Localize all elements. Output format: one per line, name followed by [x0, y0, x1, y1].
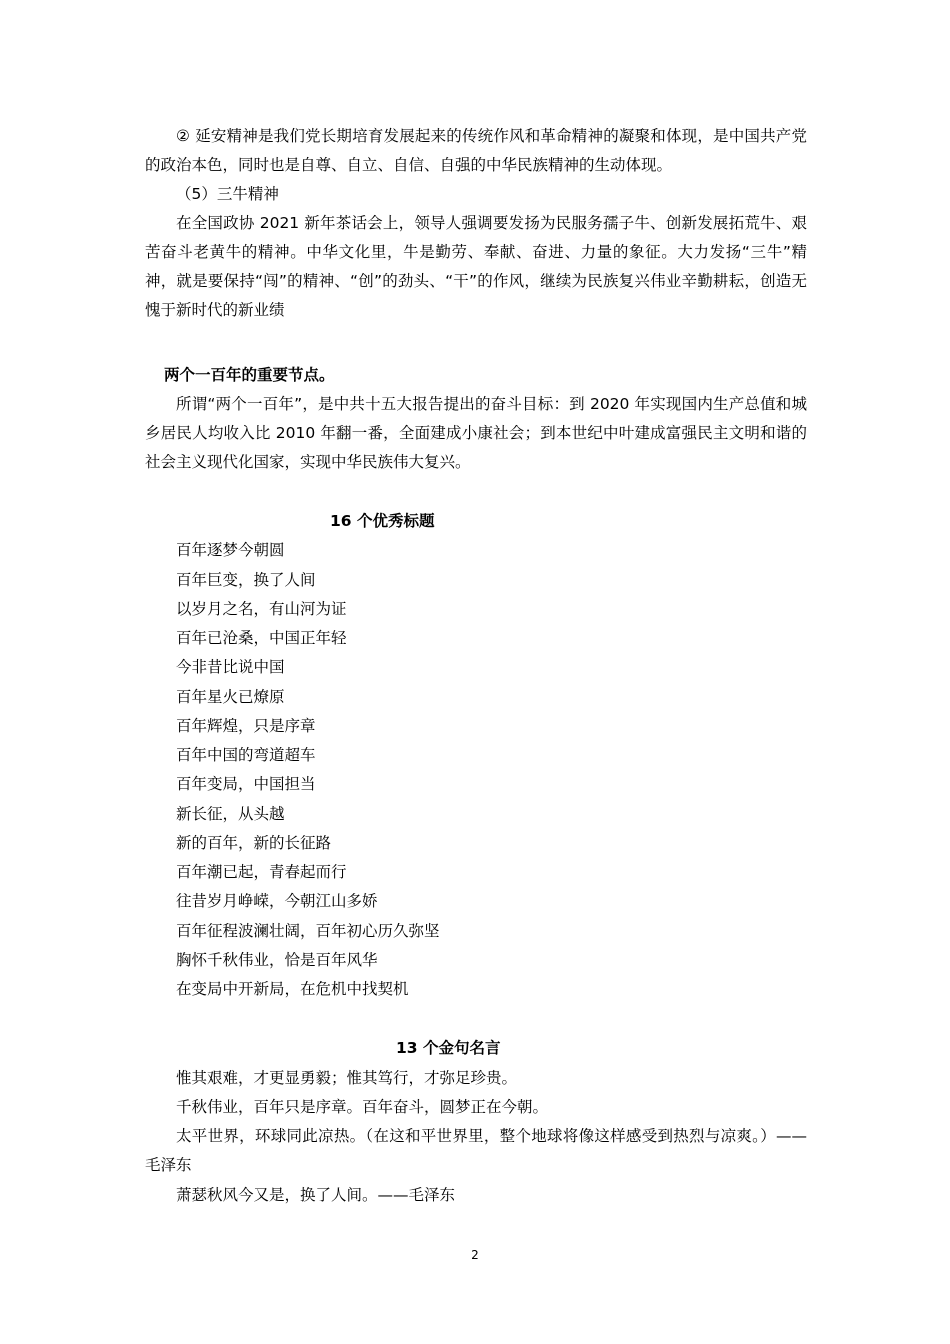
list-item: 百年征程波澜壮阔，百年初心历久弥坚	[176, 922, 440, 940]
paragraph-two-centuries: 所谓“两个一百年”，是中共十五大报告提出的奋斗目标：到 2020 年实现国内生产总值和城乡居民人均收入比 2010 年翻一番，全面建成小康社会；到本世纪中叶建成富强民主文明和谐的社会主义现代化国家，实现中华民族伟大复兴。	[145, 395, 807, 471]
list-item: 胸怀千秋伟业，恰是百年风华	[176, 951, 378, 969]
list-item: 百年辉煌，只是序章	[176, 717, 316, 735]
heading-excellent-titles: 16 个优秀标题	[330, 512, 435, 530]
list-item: 百年巨变，换了人间	[176, 571, 316, 589]
paragraph-yanan-spirit: ② 延安精神是我们党长期培育发展起来的传统作风和革命精神的凝聚和体现，是中国共产党的政治本色，同时也是自尊、自立、自信、自强的中华民族精神的生动体现。	[145, 127, 807, 174]
list-item: 百年中国的弯道超车	[176, 746, 316, 764]
list-item: 百年已沧桑，中国正年轻	[176, 629, 347, 647]
list-item: 往昔岁月峥嵘，今朝江山多娇	[176, 892, 378, 910]
list-item: 今非昔比说中国	[176, 658, 285, 676]
heading-golden-quotes: 13 个金句名言	[396, 1039, 501, 1057]
heading-sanniu-spirit: （5）三牛精神	[176, 185, 279, 203]
list-item: 新的百年，新的长征路	[176, 834, 332, 852]
list-item: 以岁月之名，有山河为证	[176, 600, 347, 618]
page-number: 2	[471, 1248, 479, 1262]
list-item: 在变局中开新局，在危机中找契机	[176, 980, 409, 998]
list-item: 百年星火已燎原	[176, 688, 285, 706]
paragraph-sanniu-spirit: 在全国政协 2021 新年茶话会上，领导人强调要发扬为民服务孺子牛、创新发展拓荒牛、艰苦奋斗老黄牛的精神。中华文化里，牛是勤劳、奉献、奋进、力量的象征。大力发扬“三牛”精神，就是要保持“闯”的精神、“创”的劲头、“干”的作风，继续为民族复兴伟业辛勤耕耘，创造无愧于新时代的新业绩	[145, 214, 807, 319]
heading-two-centuries: 两个一百年的重要节点。	[164, 366, 335, 384]
list-item: 百年潮已起，青春起而行	[176, 863, 347, 881]
list-item: 新长征，从头越	[176, 805, 285, 823]
list-item: 百年变局，中国担当	[176, 775, 316, 793]
list-item: 萧瑟秋风今又是，换了人间。——毛泽东	[176, 1186, 456, 1204]
list-item: 千秋伟业，百年只是序章。百年奋斗，圆梦正在今朝。	[176, 1098, 549, 1116]
list-item: 百年逐梦今朝圆	[176, 541, 285, 559]
list-item: 太平世界，环球同此凉热。（在这和平世界里，整个地球将像这样感受到热烈与凉爽。）——毛泽东	[145, 1127, 807, 1174]
list-item: 惟其艰难，才更显勇毅；惟其笃行，才弥足珍贵。	[176, 1069, 518, 1087]
